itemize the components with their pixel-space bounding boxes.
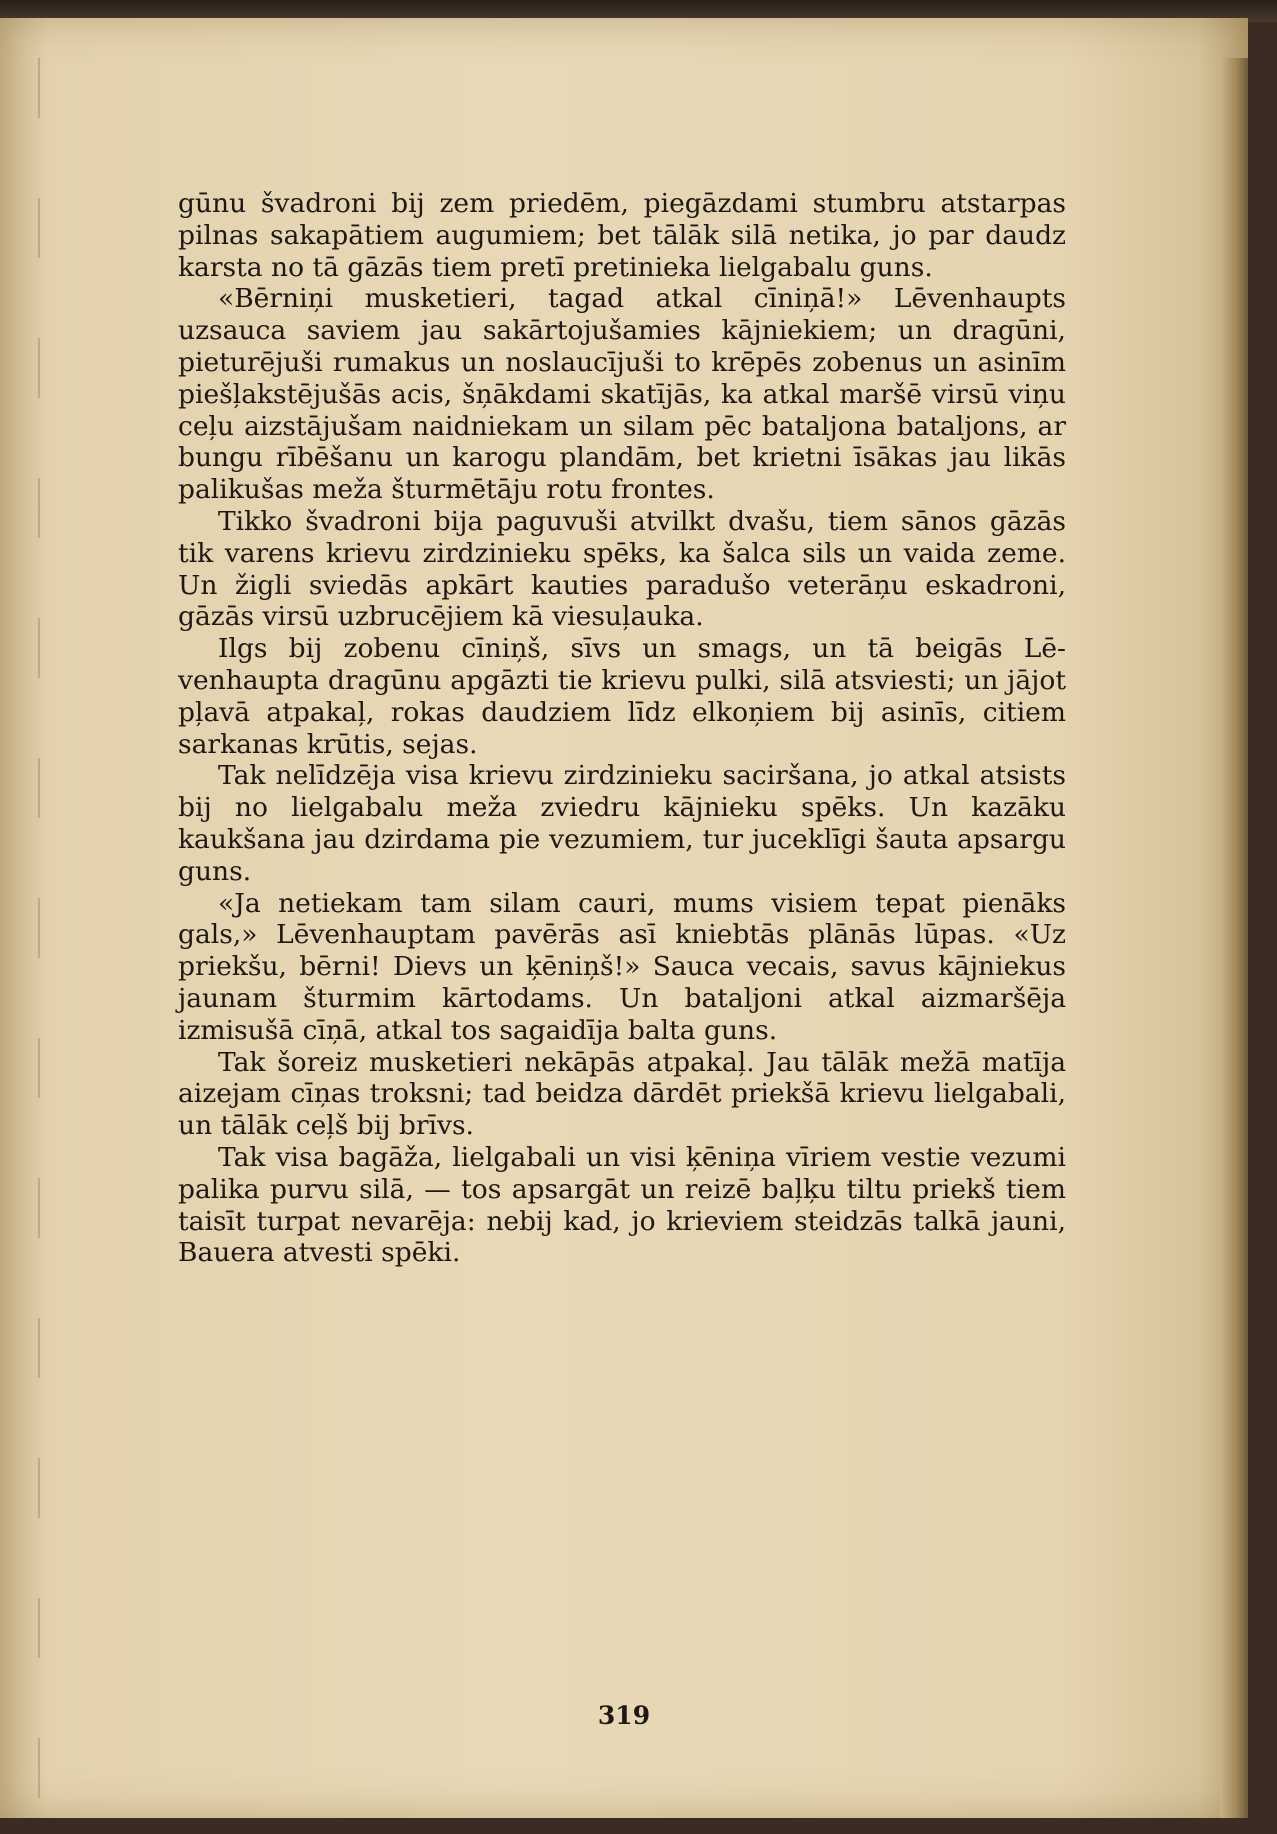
paragraph-2: «Bērniņi musketieri, tagad atkal cīniņā!» Lēvenhaupts uzsauca saviem jau sakārtojušamies kājniekiem; un dragūni, pieturējuši rumakus un noslaucījuši to krēpēs zobenus un asinīm piešļakstējušās acis, šņākdami skatījās, ka atkal maršē virsū viņu ceļu aizstājušam naidniekam un silam pēc bataljona bataljons, ar bungu rībēšanu un karogu plandām, bet krietni īsākas jau likās palikušas meža šturmētāju rotu frontes.	[178, 283, 1066, 506]
paragraph-8: Tak visa bagāža, lielgabali un visi ķēniņa vīriem vestie vezumi palika purvu silā, — tos apsargāt un reizē baļķu tiltu priekš tiem taisīt turpat nevarēja: nebij kad, jo krieviem steidzās talkā jauni, Bauera atvesti spēki.	[178, 1141, 1066, 1269]
paper-page	[0, 18, 1248, 1818]
paragraph-7: Tak šoreiz musketieri nekāpās atpakaļ. Jau tālāk mežā matīja aizejam cīņas troksni; tad beidza dārdēt priekšā krievu lielgabali, un tālāk ceļš bij brīvs.	[178, 1046, 1066, 1142]
binding-marks	[38, 58, 40, 1798]
paragraph-4: Ilgs bij zobenu cīniņš, sīvs un smags, un tā beigās Lēvenhaupta dragūnu apgāzti tie krievu pulki, silā atsviesti; un jājot pļavā atpakaļ, rokas daudziem līdz elkoņiem bij asinīs, citiem sarkanas krūtis, sejas.	[178, 633, 1066, 760]
body-text	[178, 188, 1066, 1269]
paragraph-1: gūnu švadroni bij zem priedēm, piegāzdami stumbru atstarpas pilnas sakapātiem augumiem; bet tālāk silā netika, jo par daudz karsta no tā gāzās tiem pretī pretinieka lielgabalu guns.	[178, 188, 1066, 283]
paragraph-5: Tak nelīdzēja visa krievu zirdzinieku saciršana, jo atkal atsists bij no lielgabalu meža zviedru kājnieku spēks. Un kazāku kaukšana jau dzirdama pie vezumiem, tur juceklīgi šauta apsargu guns.	[178, 760, 1066, 887]
page-number: 319	[597, 1701, 651, 1730]
page-fore-edge	[1220, 58, 1248, 1818]
paragraph-3: Tikko švadroni bija paguvuši atvilkt dvašu, tiem sānos gāzās tik varens krievu zirdzinieku spēks, ka šalca sils un vaida zeme. Un žigli sviedās apkārt kauties paradušo veterāņu eskadroni, gāzās virsū uzbrucējiem kā viesuļauka.	[178, 505, 1066, 633]
paragraph-6: «Ja netiekam tam silam cauri, mums visiem tepat pienāks gals,» Lēvenhauptam pavērās asī kniebtās plānās lūpas. «Uz priekšu, bērni! Dievs un ķēniņš!» Sauca vecais, savus kājniekus jaunam šturmim kārtodams. Un bataljoni atkal aizmaršēja izmisušā cīņā, atkal tos sagaidīja balta guns.	[178, 887, 1066, 1046]
